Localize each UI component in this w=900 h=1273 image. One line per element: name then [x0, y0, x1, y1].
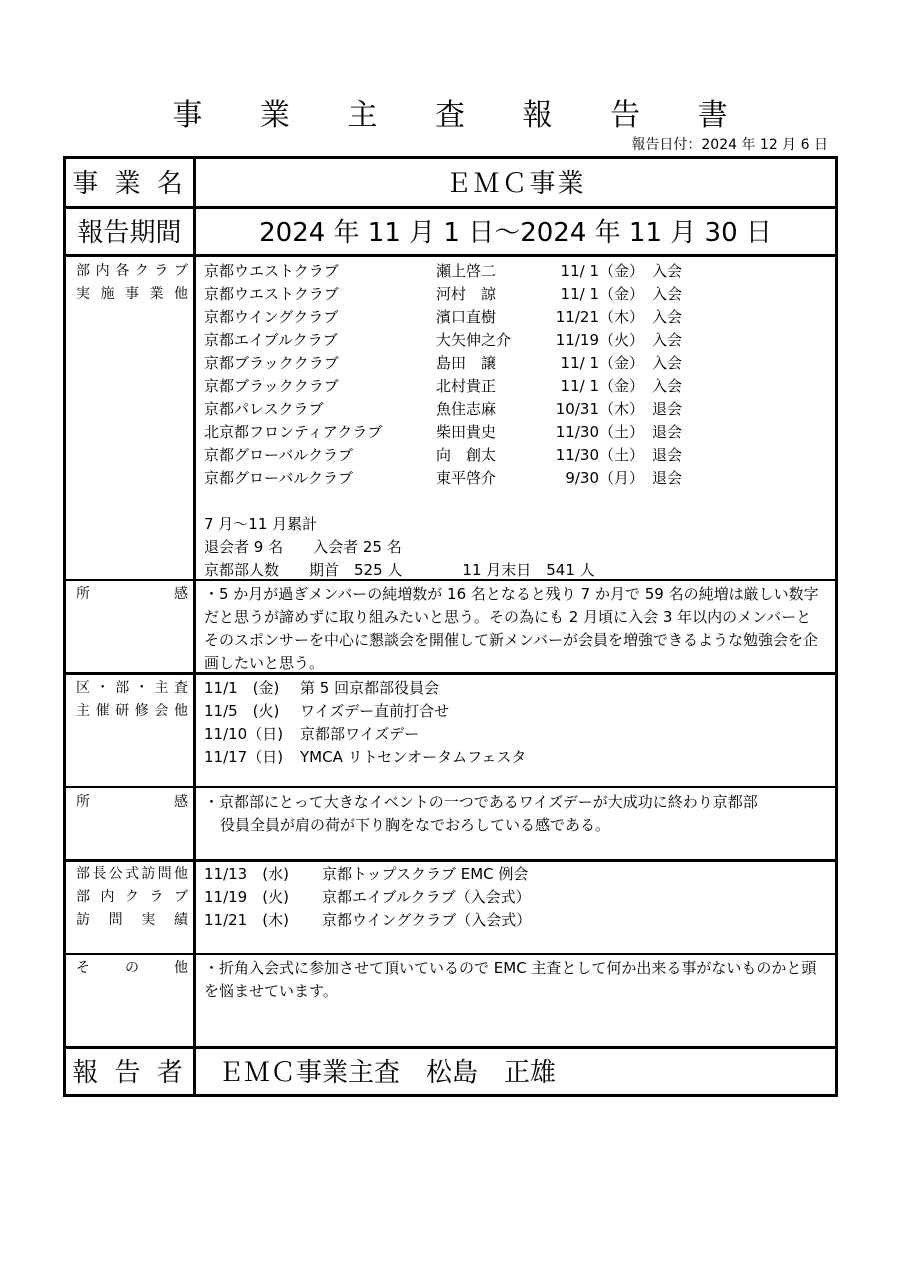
- seminars-label: [76, 677, 188, 723]
- list-item: 京都ウエストクラブ 瀬上啓二 11/ 1（金） 入会: [204, 262, 683, 280]
- other-text: ・折角入会式に参加させて頂いているので EMC 主査として何か出来る事がないものかと頭を悩ませています。: [204, 959, 817, 1000]
- list-item: 北京都フロンティアクラブ 柴田貴史 11/30（土） 退会: [204, 423, 683, 441]
- list-item: 京都ウイングクラブ 濱口直樹 11/21（木） 入会: [204, 308, 683, 326]
- list-item: 京都ブラッククラブ 北村貴正 11/ 1（金） 入会: [204, 377, 683, 395]
- list-item: 京都グローバルクラブ 東平啓介 9/30（月） 退会: [204, 469, 683, 487]
- visits-list: [204, 863, 531, 932]
- list-item: 11/17（日) YMCA リトセンオータムフェスタ: [204, 748, 527, 766]
- list-item: 京都エイブルクラブ 大矢伸之介 11/19（火） 入会: [204, 331, 683, 349]
- seminars-label-line2: 主 催 研 修 会 他: [76, 703, 188, 719]
- row-divider: [66, 786, 835, 788]
- row-divider: [66, 953, 835, 955]
- reporter-value: ＥＭＣ事業主査 松島 正雄: [218, 1058, 557, 1088]
- list-item: 11/10（日) 京都部ワイズデー: [204, 725, 420, 743]
- impression1-label: 所 感: [76, 586, 188, 602]
- reporter-label: 報 告 者: [72, 1058, 187, 1088]
- list-item: 11/13 (水) 京都トップスクラブ EMC 例会: [204, 865, 529, 883]
- summary-counts: 退会者 9 名 入会者 25 名: [204, 538, 402, 556]
- seminars-label-line1: 区 ・ 部 ・ 主 査: [76, 680, 188, 696]
- list-item: 京都ブラッククラブ 島田 譲 11/ 1（金） 入会: [204, 354, 683, 372]
- list-item: 京都ウエストクラブ 河村 諒 11/ 1（金） 入会: [204, 285, 683, 303]
- row-divider: [66, 206, 835, 209]
- list-item: 11/1 (金) 第 5 回京都部役員会: [204, 679, 440, 697]
- row-divider: [66, 859, 835, 862]
- clubs-label-line2: 実 施 事 業 他: [76, 286, 188, 302]
- list-item: 京都グローバルクラブ 向 創太 11/30（土） 退会: [204, 446, 683, 464]
- report-date: 報告日付：2024 年 12 月 6 日: [631, 137, 828, 153]
- impression2-line2: 役員全員が肩の荷が下り胸をなでおろしている感である。: [220, 816, 611, 834]
- report-table: [63, 156, 838, 1097]
- member-changes-list: [204, 260, 682, 582]
- clubs-label-line1: 部 内 各 ク ラ ブ: [76, 263, 188, 279]
- document-title: 事 業 主 査 報 告 書: [172, 98, 752, 133]
- visits-label-line1: 部 長 公 式 訪 問 他: [76, 866, 188, 882]
- visits-label-line2: 部 内 ク ラ ブ: [76, 889, 188, 905]
- clubs-label: [76, 260, 188, 306]
- project-value: ＥＭＣ事業: [445, 169, 586, 199]
- seminar-list: [204, 677, 526, 769]
- summary-title: 7 月～11 月累計: [204, 515, 318, 533]
- row-divider: [66, 254, 835, 257]
- summary-population: 京都部人数 期首 525 人 11 月末日 541 人: [204, 561, 595, 579]
- period-value: 2024 年 11 月 1 日～2024 年 11 月 30 日: [259, 218, 772, 248]
- impression2-line1: ・京都部にとって大きなイベントの一つであるワイズデーが大成功に終わり京都部: [204, 793, 758, 811]
- other-label: そ の 他: [76, 960, 188, 976]
- impression2-label: 所 感: [76, 794, 188, 810]
- list-item: 京都パレスクラブ 魚住志麻 10/31（木） 退会: [204, 400, 683, 418]
- visits-label: [76, 863, 188, 932]
- project-label: 事 業 名: [72, 169, 187, 199]
- visits-label-line3: 訪 問 実 績: [76, 912, 188, 928]
- list-item: 11/5 (火) ワイズデー直前打合せ: [204, 702, 450, 720]
- list-item: 11/19 (火) 京都エイブルクラブ（入会式）: [204, 888, 531, 906]
- impression2-text: [204, 791, 819, 837]
- list-item: 11/21 (木) 京都ウイングクラブ（入会式）: [204, 911, 532, 929]
- impression1-text: ・5 か月が過ぎメンバーの純増数が 16 名となると残り 7 か月で 59 名の純増は厳しい数字だと思うが諦めずに取り組みたいと思う。その為にも 2 月頃に入会 3 年以内のメンバーとそのスポンサーを中心に懇談会を開催して新メンバーが会員を増強できるような勉強会を企画したいと思う。: [204, 585, 819, 672]
- row-divider: [66, 1046, 835, 1049]
- period-label: 報告期間: [77, 218, 182, 248]
